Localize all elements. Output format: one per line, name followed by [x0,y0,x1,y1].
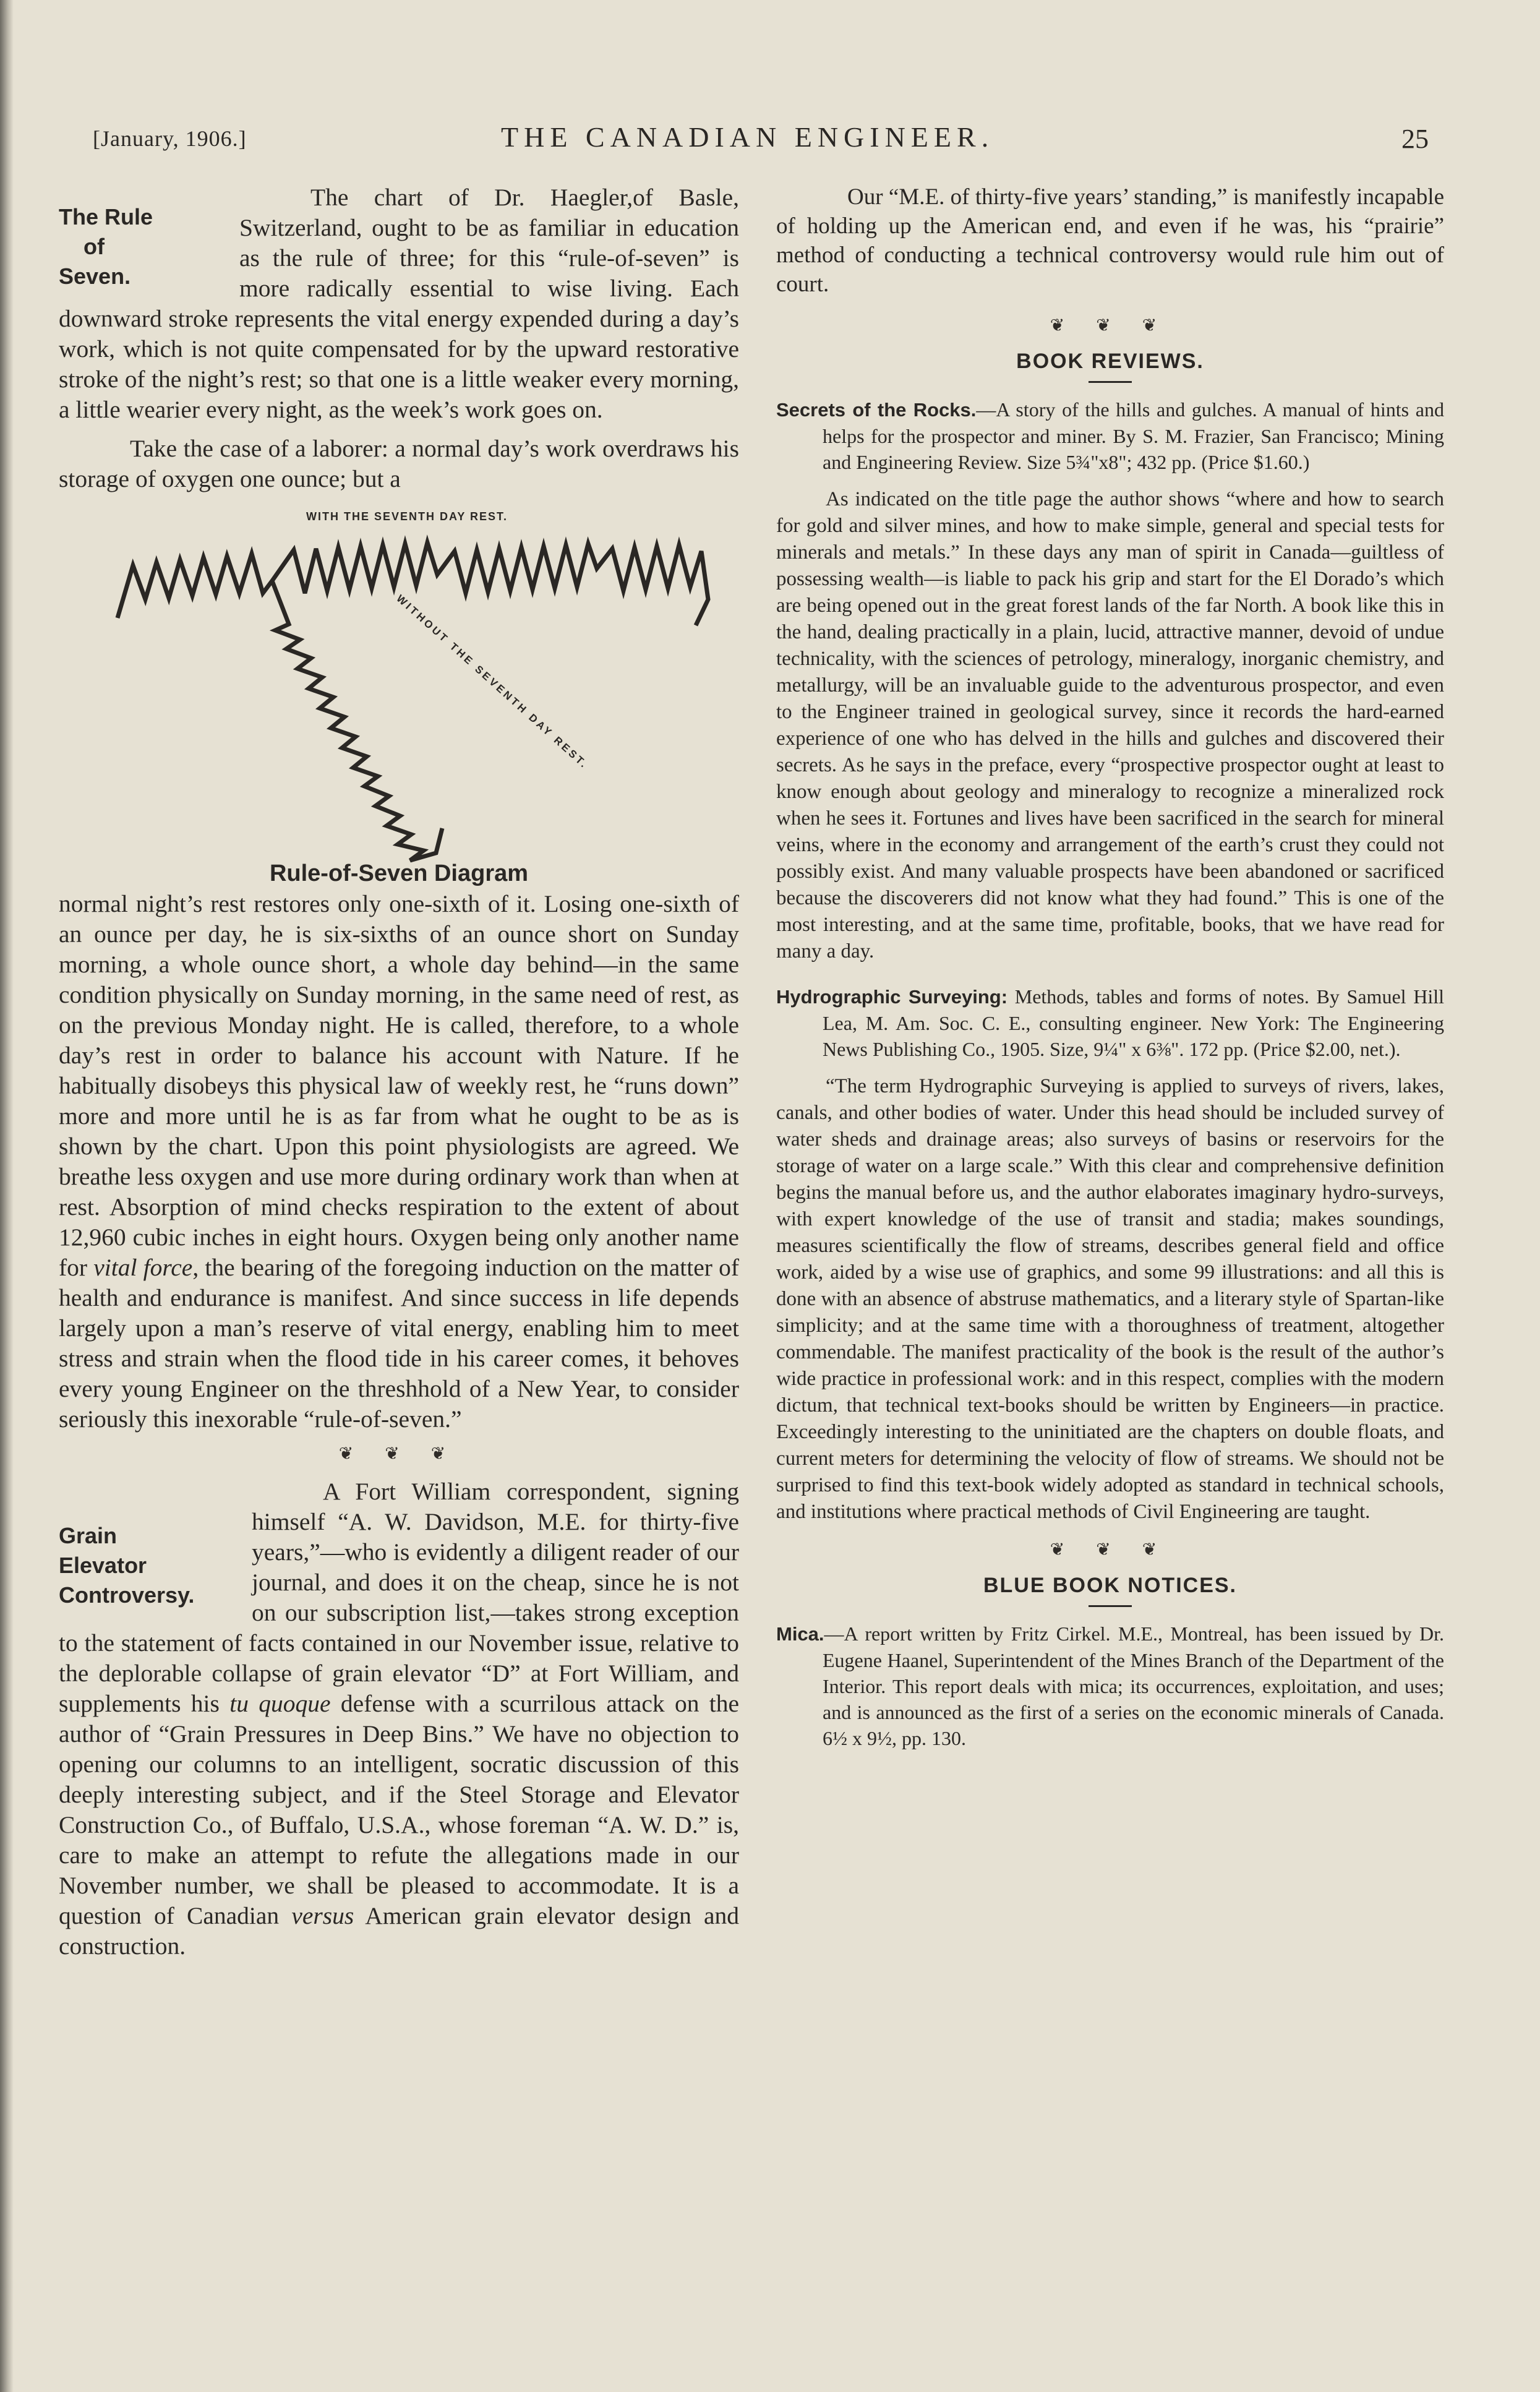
rule-of-seven-para-3: normal night’s rest restores only one-sixth of it. Losing one-sixth of an ounce per day, he is six-sixths of an ounce short on Sunday morning, a whole ounce short, a whole day behind—in the same condition physically on Sunday morning, in the same need of rest, as on the previous Monday night. He is called, therefore, to a whole day’s rest in order to balance his account with Nature. If he habitually disobeys this physical law of weekly rest, he “runs down” more and more until he is as far from what he ought to be as is shown by the chart. Upon this point physiologists are agreed. We breathe less oxygen and use more during ordinary work than when at rest. Absorption of mind checks respiration to the extent of about 12,960 cubic inches in eight hours. Oxygen being only another name for vital force, the bearing of the foregoing induction on the matter of health and endurance is manifest. And since success in life depends largely upon a man’s reserve of vital energy, enabling him to meet stress and strain when the flood tide in his career comes, it behoves every young Engineer on the threshhold of a New Year, to consider seriously this inexorable “rule-of-seven.” [59,890,740,1433]
section-ornament-1: ❦ ❦ ❦ [338,1444,460,1464]
blue-book-title: BLUE BOOK NOTICES. [983,1574,1238,1597]
left-column [59,182,739,1961]
label-with-seventh-day-rest: WITH THE SEVENTH DAY REST. [306,510,508,523]
journal-title: THE CANADIAN ENGINEER. [501,121,995,153]
issue-date: [January, 1906.] [93,126,247,151]
grain-elevator-para-2: Our “M.E. of thirty-five years’ standing,” is manifestly incapable of holding up the American end, and even if he was, his “prairie” method of conducting a technical controversy would rule him out of court. [776,184,1444,297]
book-reviews-title: BOOK REVIEWS. [1016,349,1204,373]
review-hydro-citation: Hydrographic Surveying: Methods, tables and forms of notes. By Samuel Hill Lea, M. Am. Soc. C. E., consulting engineer. New York: The Engineering News Publishing Co., 1905. Size, 9¼" x 6⅜". 172 pp. (Price $2.00, net.). [776,985,1445,1060]
running-header [93,121,1429,164]
review-hydro-body: “The term Hydrographic Surveying is applied to surveys of rivers, lakes, canals, and other bodies of water. Under this head should be included survey of water sheds and drainage areas; also surveys of basins or reservoirs for the storage of water on a large scale.” With this clear and comprehensive definition begins the manual before us, and the author elaborates imaginary hydro-surveys, with expert knowledge of the use of transit and stadia; makes soundings, measures scientifically the flow of streams, describes general field and office work, aided by a wise use of graphics, and some 99 illustrations: and all this is done with an absence of abstruse mathematics, and a literary style of Spartan-like simplicity; and at the same time with a thoroughness of treatment, altogether commendable. The manifest practicality of the book is the result of the author’s wide practice in professional work: and in this respect, complies with the modern dictum, that technical text-books should be written by Engineers—in practice. Exceedingly interesting to the uninitiated are the chapters on double floats, and current meters for determining the velocity of flow of streams. We should not be surprised to find this text-book widely adopted as standard in technical schools, and institutions where practical methods of Civil Engineering are taught. [776,1075,1444,1523]
section-ornament-2: ❦ ❦ ❦ [1050,316,1171,335]
line-without-rest [272,581,442,860]
page-number: 25 [1401,124,1429,154]
blue-book-mica-entry: Mica.—A report written by Fritz Cirkel. M.E., Montreal, has been issued by Dr. Eugene Haanel, Superintendent of the Mines Branch of the Department of the Interior. This report deals with mica; its occurrences, exploitation, and uses; and is announced as the first of a series on the economic minerals of Canada. 6½ x 9½, pp. 130. [776,1623,1444,1749]
section-ornament-3: ❦ ❦ ❦ [1050,1540,1171,1559]
sidehead-grain-elevator: Grain Elevator Controversy. [59,1523,195,1608]
sidehead-rule-of-seven: The Rule of Seven. [59,204,153,289]
mica-title: Mica. [776,1623,824,1645]
rule-of-seven-para-2: Take the case of a laborer: a normal day’s work overdraws his storage of oxygen one ounce; but a [59,435,739,492]
blue-book-rule [1089,1605,1132,1607]
right-column [776,182,1444,1762]
rule-of-seven-zigzag [59,507,739,865]
review-secrets-title: Secrets of the Rocks. [776,399,977,421]
book-reviews-rule [1089,381,1132,383]
review-secrets-body: As indicated on the title page the author shows “where and how to search for gold and silver mines, and how to make simple, general and special tests for minerals and metals.” In these days any man of spirit in Canada—guiltless of possessing wealth—is liable to pack his grip and start for the El Dorado’s which are being opened out in the great forest lands of the far North. A book like this in the hand, dealing practically in a plain, lucid, attractive manner, devoid of undue technicality, with the sciences of petrology, mineralogy, inorganic chemistry, and metallurgy, will be an invaluable guide to the adventurous prospector, and even to the Engineer trained in geological survey, since it records the hard-earned experience of one who has delved in the hills and gulches and discovered their secrets. As he says in the preface, every “prospective prospector ought at least to know enough about geology and mineralogy to recognize a mineralized rock when he sees it. Fortunes and lives have been sacrificed in the search for mineral veins, where in the economy and arrangement of the earth’s crust they could not possibly exist. And many valuable prospects have been abandoned or sacrificed because the discoverers did not know what they had found.” This is one of the most interesting, and at the same time, profitable, books, that we have read for many a day. [776,488,1444,962]
label-without-seventh-day-rest: WITHOUT THE SEVENTH DAY REST. [394,592,591,771]
rule-of-seven-diagram [59,507,739,890]
binding-gutter [0,0,14,2392]
grain-elevator-para-1: A Fort William correspondent, signing himself “A. W. Davidson, M.E. for thirty-five years,”—who is evidently a diligent reader of our journal, and does it on the cheap, since he is not on our subscription list,—takes strong exception to the statement of facts contained in our November issue, relative to the deplorable collapse of grain elevator “D” at Fort William, and supplements his tu quoque defense with a scurrilous attack on the author of “Grain Pressures in Deep Bins.” We have no objection to opening our columns to an intelligent, socratic discussion of this deeply interesting subject, and if the Steel Storage and Elevator Construction Co., of Buffalo, U.S.A., whose foreman “A. W. D.” is, care to make an attempt to refute the allegations made in our November number, we shall be pleased to accommodate. It is a question of Canadian versus American grain elevator design and construction. [59,1478,740,1960]
diagram-caption: Rule-of-Seven Diagram [269,860,529,886]
review-secrets-citation: Secrets of the Rocks.—A story of the hills and gulches. A manual of hints and helps for the prospector and miner. By S. M. Frazier, San Francisco; Mining and Engineering Review. Size 5¾"x8"; 432 pp. (Price $1.60.) [776,398,1444,473]
review-hydro-title: Hydrographic Surveying: [776,986,1008,1008]
rule-of-seven-para-1: The chart of Dr. Haegler,of Basle, Switzerland, ought to be as familiar in education as the rule of three; for this “rule-of-seven” is more radically essential to wise living. Each downward stroke represents the vital energy expended during a day’s work, which is not quite compensated for by the upward restorative stroke of the night’s rest; so that one is a little weaker every morning, a little wearier every night, as the week’s work goes on. [59,184,739,423]
